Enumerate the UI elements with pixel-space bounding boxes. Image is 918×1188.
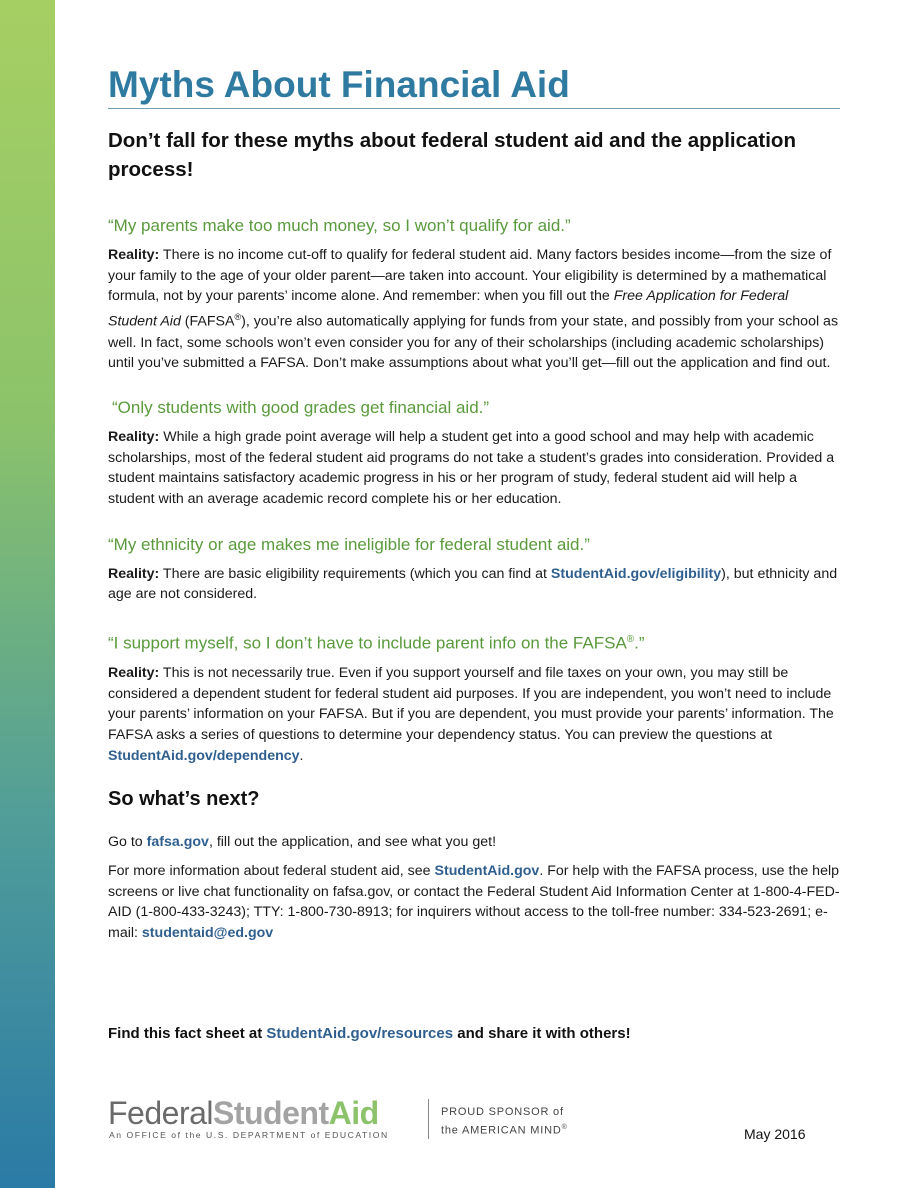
decorative-sidebar [0,0,55,1188]
logo-divider [428,1099,429,1139]
registered-mark: ® [626,634,635,646]
sponsor-text: PROUD SPONSOR of the AMERICAN MIND® [441,1106,568,1137]
myth-quote-4: “I support myself, so I don’t have to include parent info on the FAFSA®.” [108,633,645,653]
myth-quote-1: “My parents make too much money, so I won’t qualify for aid.” [108,216,571,235]
resources-link[interactable]: StudentAid.gov/resources [266,1024,454,1042]
section-heading-next: So what’s next? [108,788,260,811]
fsa-logo [108,1095,840,1145]
reality-label: Reality: [108,247,160,263]
footer-share-line: Find this fact sheet at StudentAid.gov/resources and share it with others! [108,1024,631,1042]
fafsa-link[interactable]: fafsa.gov [146,834,209,851]
fact-sheet-content [108,62,840,1042]
reality-label: Reality: [108,428,160,445]
reality-label: Reality: [108,664,160,681]
next-paragraph-2: For more information about federal student aid, see StudentAid.gov. For help with the FAFSA process, use the help screens or live chat functionality on fafsa.gov, or contact the Federal Student Aid Information Center at 1-800-4-FED-AID (1-800-433-3243); TTY: 1-800-730-8913; for inquirers without access to the toll-free number: 334-523-2691; e-mail: studentaid@ed.gov [108,863,840,942]
registered-mark: ® [234,312,242,323]
eligibility-link[interactable]: StudentAid.gov/eligibility [550,565,722,582]
fafsa-full-name: Free Application for Federal Student Aid [108,288,789,330]
reality-paragraph-2: Reality: While a high grade point average will help a student get into a good school and may help with academic scholarships, most of the federal student aid programs do not take a student’s grades into consideration. Provided a student maintains satisfactory academic progress in his or her program of study, federal student aid will help a student with an average academic record complete his or her education. [108,428,835,508]
reality-label: Reality: [108,565,160,582]
reality-paragraph-4: Reality: This is not necessarily true. Even if you support yourself and file taxes on your own, you may still be considered a dependent student for federal student aid purposes. If you are independent, you won’t need to include your parents’ information on your FAFSA. But if you are dependent, you must provide your parents’ information. The FAFSA asks a series of questions to determine your dependency status. You can preview the questions at StudentAid.gov/dependency. [108,664,834,764]
fsa-tagline: An OFFICE of the U.S. DEPARTMENT of EDUCATION [109,1130,389,1140]
publication-date: May 2016 [744,1126,806,1142]
myth-quote-2: “Only students with good grades get financial aid.” [112,397,490,417]
next-paragraph-1: Go to fafsa.gov, fill out the application, and see what you get! [108,834,497,851]
email-link[interactable]: studentaid@ed.gov [141,925,274,942]
fsa-wordmark: FederalStudentAid [108,1095,379,1131]
studentaid-link[interactable]: StudentAid.gov [434,863,540,880]
myth-quote-3: “My ethnicity or age makes me ineligible for federal student aid.” [108,534,590,554]
dependency-link[interactable]: StudentAid.gov/dependency [108,747,300,764]
reality-paragraph-3: Reality: There are basic eligibility requirements (which you can find at StudentAid.gov/eligibility), but ethnicity and age are not considered. [108,565,838,603]
page-title: Myths About Financial Aid [108,62,840,109]
reality-paragraph-1: Reality: There is no income cut-off to qualify for federal student aid. Many factors besides income—from the size of your family to the age of your older parent—are taken into account. Your eligibility is determined by a mathematical formula, not by your parents’ income alone. And remember: when you fill out the Free Application for Federal Student Aid (FAFSA®), you’re also automatically applying for funds from your state, and possibly from your school as well. In fact, some schools won’t even consider you for any of their scholarships (including academic scholarships) until you’ve submitted a FAFSA. Don’t make assumptions about what you’ll get—fill out the application and find out. [108,247,839,372]
page-subtitle: Don’t fall for these myths about federal student aid and the application process! [108,129,796,181]
